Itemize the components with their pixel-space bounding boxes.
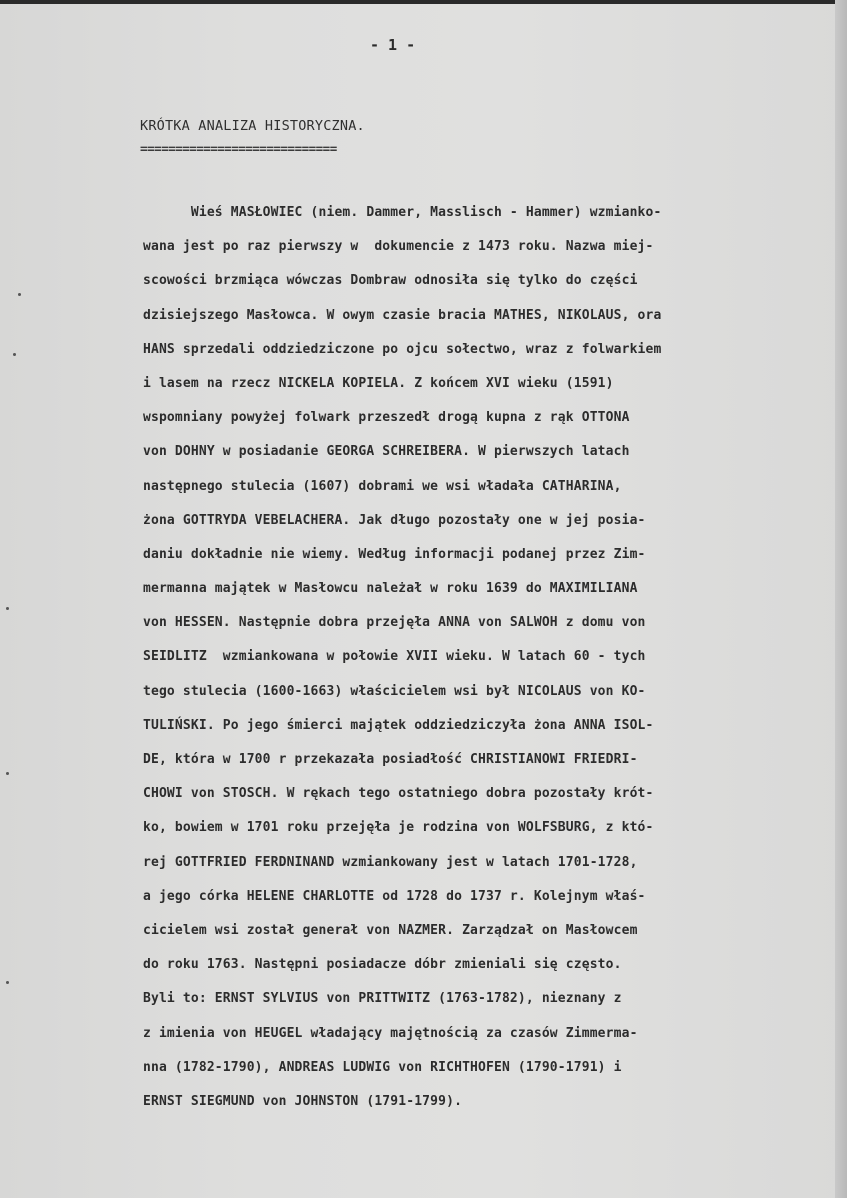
text-line: HANS sprzedali oddziedziczone po ojcu sołectwo, wraz z folwarkiem xyxy=(143,341,662,357)
text-line: wspomniany powyżej folwark przeszedł drogą kupna z rąk OTTONA xyxy=(143,410,630,426)
text-line: daniu dokładnie nie wiemy. Według informacji podanej przez Zim- xyxy=(143,546,646,562)
text-line: SEIDLITZ wzmiankowana w połowie XVII wieku. W latach 60 - tych xyxy=(143,649,646,665)
page-number: - 1 - xyxy=(370,36,416,54)
text-line: ko, bowiem w 1701 roku przejęła je rodzina von WOLFSBURG, z któ- xyxy=(143,820,654,836)
text-line: do roku 1763. Następni posiadacze dóbr zmieniali się często. xyxy=(143,957,622,973)
document-title: KRÓTKA ANALIZA HISTORYCZNA. xyxy=(140,118,365,134)
scan-top-edge xyxy=(0,0,847,4)
text-line: DE, która w 1700 r przekazała posiadłość CHRISTIANOWI FRIEDRI- xyxy=(143,752,638,767)
text-line: scowości brzmiąca wówczas Dombraw odnosiła się tylko do części xyxy=(143,273,638,289)
title-underline: ============================ xyxy=(140,141,337,156)
text-line: żona GOTTRYDA VEBELACHERA. Jak długo pozostały one w jej posia- xyxy=(143,512,646,528)
text-line: von HESSEN. Następnie dobra przejęła ANNA von SALWOH z domu von xyxy=(143,615,646,631)
text-line: rej GOTTFRIED FERDNINAND wzmiankowany jest w latach 1701-1728, xyxy=(143,854,638,870)
text-line: cicielem wsi został generał von NAZMER. Zarządzał on Masłowcem xyxy=(143,922,638,938)
text-line: dzisiejszego Masłowca. W owym czasie bracia MATHES, NIKOLAUS, ora xyxy=(143,307,662,323)
margin-speck xyxy=(13,353,16,356)
text-line: z imienia von HEUGEL władający majętnością za czasów Zimmerma- xyxy=(143,1025,638,1041)
text-line: następnego stulecia (1607) dobrami we wsi władała CATHARINA, xyxy=(143,478,622,494)
body-text xyxy=(143,196,813,1119)
text-line: mermanna majątek w Masłowcu należał w roku 1639 do MAXIMILIANA xyxy=(143,581,638,597)
margin-speck xyxy=(6,981,9,984)
text-line: TULIŃSKI. Po jego śmierci majątek oddziedziczyła żona ANNA ISOL- xyxy=(143,717,654,733)
text-line: i lasem na rzecz NICKELA KOPIELA. Z końcem XVI wieku (1591) xyxy=(143,375,614,391)
text-line: tego stulecia (1600-1663) właścicielem wsi był NICOLAUS von KO- xyxy=(143,683,646,699)
text-line: von DOHNY w posiadanie GEORGA SCHREIBERA. W pierwszych latach xyxy=(143,444,630,460)
text-line: Byli to: ERNST SYLVIUS von PRITTWITZ (1763-1782), nieznany z xyxy=(143,991,622,1007)
text-line: ERNST SIEGMUND von JOHNSTON (1791-1799). xyxy=(143,1093,463,1109)
margin-speck xyxy=(6,772,9,775)
text-line: a jego córka HELENE CHARLOTTE od 1728 do 1737 r. Kolejnym właś- xyxy=(143,888,646,904)
margin-speck xyxy=(6,607,9,610)
text-line: nna (1782-1790), ANDREAS LUDWIG von RICHTHOFEN (1790-1791) i xyxy=(143,1059,622,1075)
margin-speck xyxy=(18,293,21,296)
text-line: wana jest po raz pierwszy w dokumencie z 1473 roku. Nazwa miej- xyxy=(143,239,654,255)
scan-right-edge xyxy=(835,0,847,1198)
text-line: Wieś MASŁOWIEC (niem. Dammer, Masslisch - Hammer) wzmianko- xyxy=(143,205,662,220)
text-line: CHOWI von STOSCH. W rękach tego ostatniego dobra pozostały krót- xyxy=(143,786,654,802)
